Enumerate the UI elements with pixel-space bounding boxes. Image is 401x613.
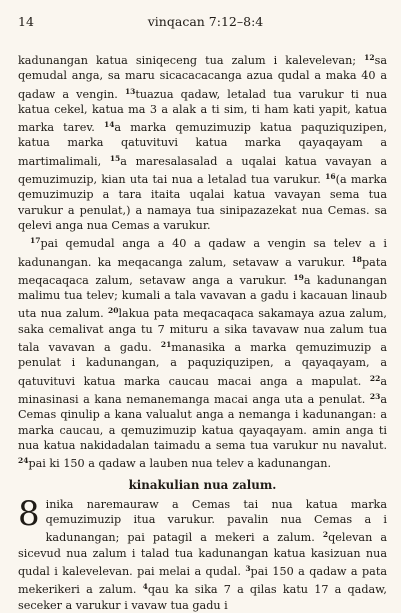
scripture-text (18, 50, 387, 613)
verse-text: inika naremauraw a Cemas tai nua katua marka qemuzimuzip itua varukur. pavalin nua Cemas a i kadunangan; pai patagil a mekeri a zalum. (45, 497, 387, 545)
verse-text: sa qemudal anga, sa maru sicacacacanga azua qudal a maka 40 a qadaw a vengin. (18, 54, 387, 101)
verse-text: a Cemas qinulip a kana valualut anga a nemanga i kadunangan: a marka caucau, a qemuzimuzip katua qayaqayam. amin anga ti nua katua nakidadalan taimadu a sema tua varukur nu navalut. (18, 392, 387, 452)
verse-number: 22 (369, 373, 381, 383)
verse-text: a marka qemuzimuzip katua paquziquzipen, katua marka qatuvituvi katua marka qayaqayam a martimalimali, (18, 121, 387, 168)
verse-number: 17 (30, 236, 41, 246)
verse-text: a minasinasi a kana nemanemanga macai anga uta a penulat. (18, 374, 387, 406)
paragraph-verse-12 (18, 50, 387, 233)
chapter-number: 8 (18, 493, 40, 534)
verse-text: lakua pata meqacaqaca sakamaya azua zalum, saka cemalivat anga tu 7 mituru a sika tavavaw nua zalum tua tala vavavan a gadu. (18, 307, 387, 355)
verse-number: 18 (351, 254, 362, 264)
verse-text: (a marka qemuzimuzip a tara itaita uqalai katua vavayan sema tua varukur a penulat,) a namaya tua sinipazazekat nua Cemas. sa qelevi anga nua Cemas a varukur. (18, 173, 387, 232)
verse-number: 23 (369, 391, 381, 401)
verse-text: a maresalasalad a uqalai katua vavayan a qemuzimuzip, kian uta tai nua a letalad tua varukur. (18, 154, 388, 187)
verse-number: 2 (322, 530, 329, 540)
verse-text: pai ki 150 a qadaw a lauben nua telev a kadunangan. (28, 457, 332, 471)
running-header (18, 14, 387, 30)
verse-text: qau ka sika 7 a qilas katu 17 a qadaw, seceker a varukur i vavaw tua gadu i (18, 583, 387, 612)
page-number: 14 (18, 14, 34, 29)
chapter-8-opening (18, 493, 387, 613)
verse-text: qelevan a sicevud nua zalum i talad tua kadunangan katua kasizuan nua qudal i kalevelevan. pai melai a qudal. (18, 531, 387, 578)
paragraph-verse-17 (18, 233, 387, 471)
verse-number: 24 (18, 456, 29, 466)
verse-text: manasika a marka qemuzimuzip a penulat i kadunangan, a paquziquzipen, a qayaqayam, a qatuvituvi katua marka caucau macai anga a mapulat. (18, 341, 387, 388)
verse-number: 15 (109, 153, 121, 163)
verse-text: kadunangan katua siniqeceng tua zalum i kalevelevan; (18, 54, 365, 67)
section-title: kinakulian nua zalum. (128, 478, 277, 493)
verse-number: 21 (160, 340, 172, 350)
verse-number: 13 (124, 86, 136, 96)
verse-number: 3 (245, 563, 251, 573)
verse-number: 16 (325, 172, 336, 182)
chapter-reference: vinqacan 7:12–8:4 (147, 14, 264, 29)
verse-number: 14 (103, 120, 115, 130)
verse-text: pai qemudal anga a 40 a qadaw a vengin sa telev a i kadunangan. ka meqacanga zalum, setavaw a varukur. (18, 237, 387, 269)
verse-number: 20 (108, 306, 119, 316)
verse-number: 19 (293, 272, 304, 282)
verse-text: pai 150 a qadaw a pata mekerikeri a zalum. (18, 564, 387, 597)
verse-text: a kadunangan malimu tua telev; kumali a tala vavavan a gadu i kacauan linaub uta nua zalum. (18, 273, 387, 321)
verse-number: 12 (364, 53, 375, 62)
verse-text: pata meqacaqaca zalum, setavaw anga a varukur. (18, 255, 387, 287)
verse-text: tuazua qadaw, letalad tua varukur ti nua katua cekel, katua ma 3 a alak a ti sim, ti ham kati yapit, katua marka tarev. (18, 87, 387, 135)
verse-number: 4 (142, 582, 148, 592)
